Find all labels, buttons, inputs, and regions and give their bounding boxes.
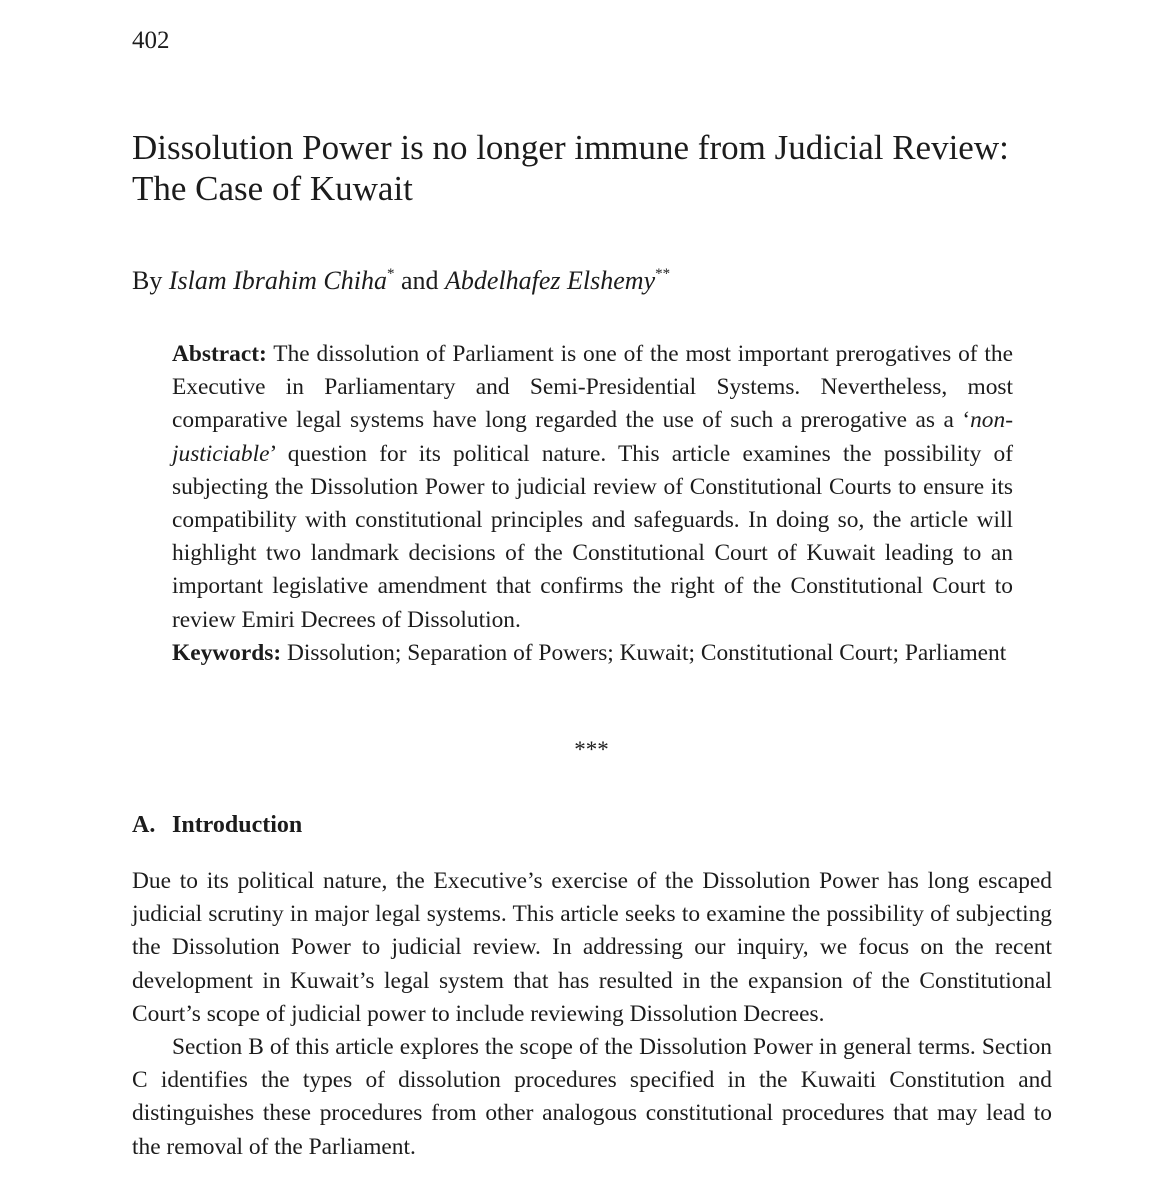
abstract-emphasis: non-justiciable xyxy=(172,407,1013,467)
author-1-name: Islam Ibrahim Chiha xyxy=(168,266,387,295)
article-title-line-2: The Case of Kuwait xyxy=(132,169,413,208)
author-byline xyxy=(132,265,670,297)
abstract-text-part-2: ’ question for its political nature. This article examines the possibility of subjecting the Dissolution Power to judicial review of Constitutional Courts to ensure its compatibility with constitutional principles and safeguards. In doing so, the article will highlight two landmark decisions of the Constitutional Court of Kuwait leading to an important legislative amendment that confirms the right of the Constitutional Court to review Emiri Decrees of Dissolution. xyxy=(172,440,1013,633)
byline-conjunction: and xyxy=(394,266,446,295)
keywords-paragraph xyxy=(172,637,1013,670)
abstract-paragraph xyxy=(172,338,1013,637)
keywords-list: Dissolution; Separation of Powers; Kuwait; Constitutional Court; Parliament xyxy=(281,639,1007,666)
body-paragraph-1: Due to its political nature, the Executive’s exercise of the Dissolution Power has long escaped judicial scrutiny in major legal systems. This article seeks to examine the possibility of subjecting the Dissolution Power to judicial review. In addressing our inquiry, we focus on the recent development in Kuwait’s legal system that has resulted in the expansion of the Constitutional Court’s scope of judicial power to include reviewing Dissolution Decrees. xyxy=(132,868,1052,1027)
section-a-heading xyxy=(132,810,302,840)
page-number: 402 xyxy=(132,27,170,54)
section-a-body xyxy=(132,865,1052,1164)
article-title-line-1: Dissolution Power is no longer immune from Judicial Review: xyxy=(132,128,1009,167)
author-1-footnote-mark[interactable]: * xyxy=(386,266,395,282)
section-separator: *** xyxy=(574,737,609,762)
abstract-block xyxy=(172,338,1013,670)
abstract-text-part-1: The dissolution of Parliament is one of the most important prerogatives of the Executive in Parliamentary and Semi-Presidential Systems. Nevertheless, most comparative legal systems have long regarded the use of such a prerogative as a ‘ xyxy=(172,341,1013,434)
abstract-label: Abstract: xyxy=(172,341,267,367)
author-2-footnote-mark[interactable]: ** xyxy=(655,266,671,282)
byline-prefix: By xyxy=(132,266,169,295)
section-a-number: A. xyxy=(132,812,156,838)
keywords-label: Keywords: xyxy=(172,639,282,666)
article-title xyxy=(132,127,1092,209)
section-a-title: Introduction xyxy=(172,812,303,838)
body-paragraph-2: Section B of this article explores the scope of the Dissolution Power in general terms. Section C identifies the types of dissolution procedures specified in the Kuwaiti Constitution and distinguishes these procedures from other analogous constitutional procedures that may lead to the removal of the Parliament. xyxy=(132,1034,1052,1160)
author-2-name: Abdelhafez Elshemy xyxy=(445,266,656,295)
